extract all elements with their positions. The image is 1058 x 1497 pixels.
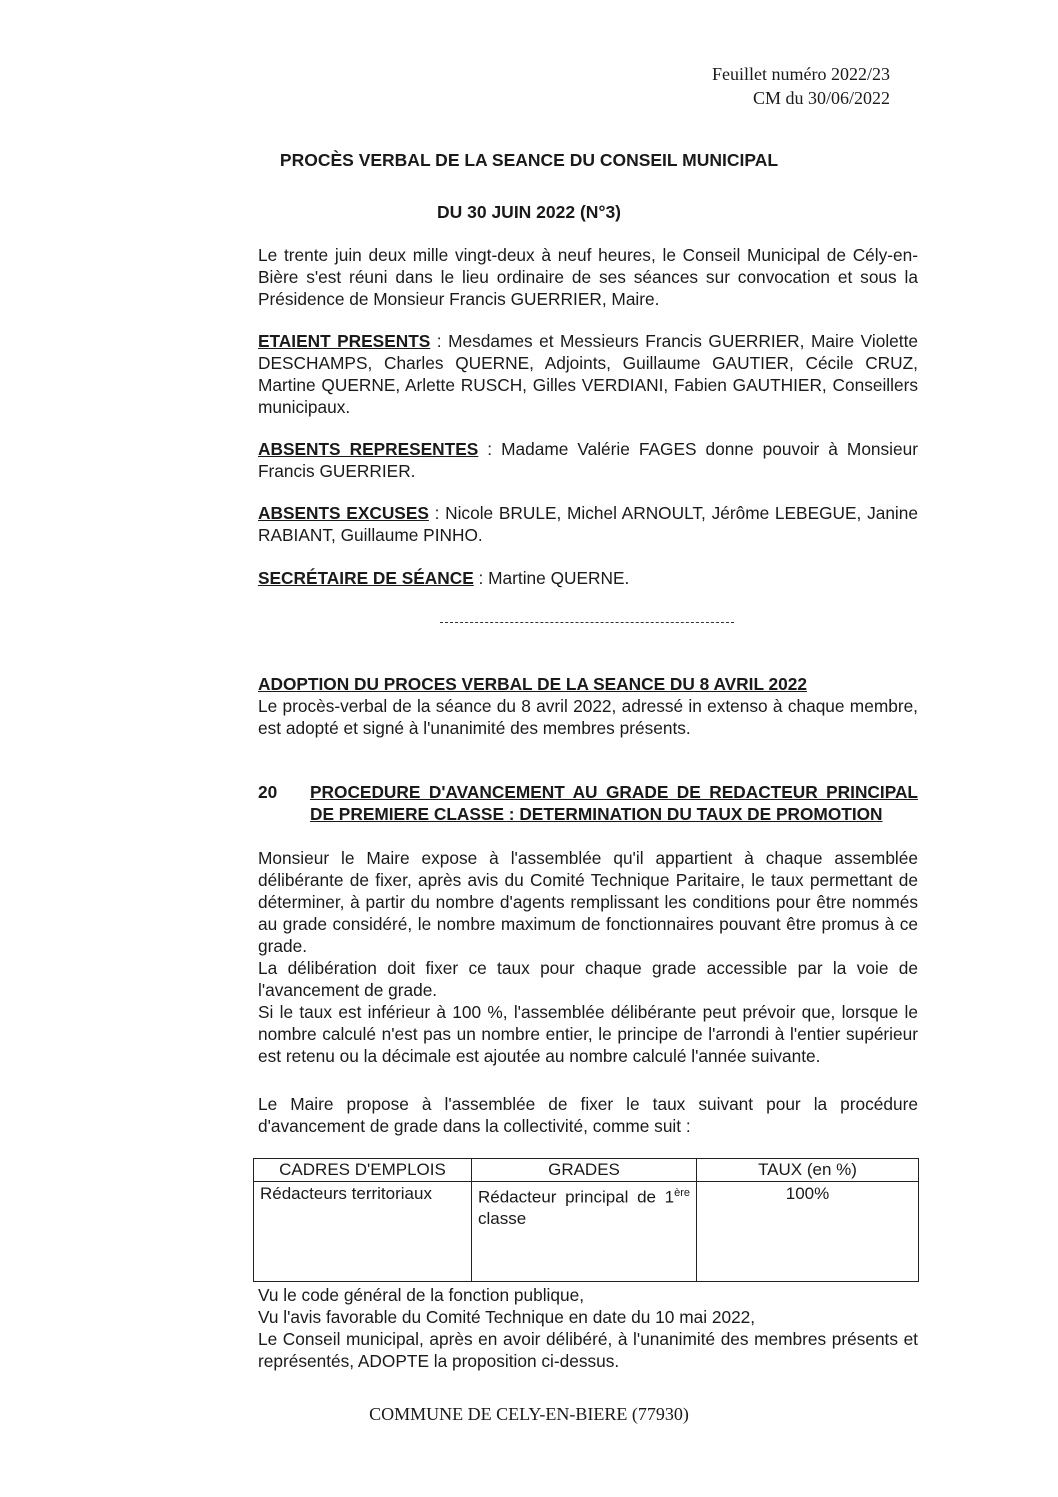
adoption-section [258, 673, 918, 739]
grade-superscript: ère [674, 1187, 690, 1199]
decision-text: Le Conseil municipal, après en avoir délibéré, à l'unanimité des membres présents et représentés, ADOPTE la proposition ci-dessus. [258, 1329, 918, 1371]
absents-excused-text: : Nicole BRULE, Michel ARNOULT, Jérôme LEBEGUE, Janine RABIANT, Guillaume PINHO. [258, 503, 918, 545]
table-header-row [254, 1159, 919, 1182]
grade-text: Rédacteur principal de 1 [478, 1187, 675, 1207]
cell-cadre: Rédacteurs territoriaux [254, 1182, 472, 1282]
intro-paragraph [258, 244, 918, 310]
page-footer: COMMUNE DE CELY-EN-BIERE (77930) [369, 1404, 689, 1424]
absents-excused-paragraph [258, 502, 918, 546]
item20-title-block [258, 781, 918, 825]
col-header-cadres: CADRES D'EMPLOIS [254, 1159, 472, 1182]
item20-paragraph-4: Le Maire propose à l'assemblée de fixer le taux suivant pour la procédure d'avancement de grade dans la collectivité, comme suit : [258, 1094, 918, 1136]
sheet-header [712, 62, 890, 110]
page-subtitle: DU 30 JUIN 2022 (N°3) [436, 202, 621, 222]
item20-paragraph-1: Monsieur le Maire expose à l'assemblée qu'il appartient à chaque assemblée délibérante de fixer, après avis du Comité Technique Paritaire, le taux permettant de déterminer, à partir du nombre d'agents remplissant les conditions pour être nommés au grade considéré, le nombre maximum de fonctionnaires pouvant être promus à ce grade. [258, 848, 918, 956]
item20-body [258, 847, 918, 1067]
visa-1: Vu le code général de la fonction publique, [258, 1285, 585, 1305]
secretary-text: : Martine QUERNE. [473, 568, 630, 588]
intro-text: Le trente juin deux mille vingt-deux à neuf heures, le Conseil Municipal de Cély-en-Bière s'est réuni dans le lieu ordinaire de ses séances sur convocation et sous la Présidence de Monsieur Francis GUERRIER, Maire. [258, 245, 918, 309]
visa-2: Vu l'avis favorable du Comité Technique en date du 10 mai 2022, [258, 1307, 756, 1327]
absents-represented-text: : Madame Valérie FAGES donne pouvoir à Monsieur Francis GUERRIER. [258, 439, 919, 481]
secretary-paragraph [258, 567, 918, 589]
col-header-grades: GRADES [472, 1159, 697, 1182]
presents-text: : Mesdames et Messieurs Francis GUERRIER, Maire Violette DESCHAMPS, Charles QUERNE, Adjoints, Guillaume GAUTIER, Cécile CRUZ, Martine QUERNE, Arlette RUSCH, Gilles VERDIANI, Fabien GAUTHIER, Conseillers municipaux. [258, 331, 918, 417]
absents-represented-paragraph [258, 438, 918, 482]
grade-suffix: classe [478, 1208, 527, 1228]
item20-paragraph-2: La délibération doit fixer ce taux pour chaque grade accessible par la voie de l'avancement de grade. [258, 958, 918, 1000]
adoption-title: ADOPTION DU PROCES VERBAL DE LA SEANCE DU 8 AVRIL 2022 [258, 674, 807, 694]
presents-label: ETAIENT PRESENTS [258, 331, 431, 351]
promotion-rate-table [253, 1158, 919, 1282]
item20-number: 20 [258, 782, 278, 802]
council-date: CM du 30/06/2022 [752, 88, 890, 108]
presents-paragraph [258, 330, 918, 418]
page-title: PROCÈS VERBAL DE LA SEANCE DU CONSEIL MUNICIPAL [279, 150, 779, 170]
absents-represented-label: ABSENTS REPRESENTES [258, 439, 479, 459]
item20-decision [258, 1284, 918, 1372]
adoption-text: Le procès-verbal de la séance du 8 avril 2022, adressé in extenso à chaque membre, est adopté et signé à l'unanimité des membres présents. [258, 696, 918, 738]
secretary-label: SECRÉTAIRE DE SÉANCE [258, 568, 474, 588]
cell-grade [472, 1182, 697, 1282]
item20-proposal [258, 1093, 918, 1137]
separator-line [440, 622, 734, 623]
item20-title: PROCEDURE D'AVANCEMENT AU GRADE DE REDACTEUR PRINCIPAL DE PREMIERE CLASSE : DETERMINATION DU TAUX DE PROMOTION [310, 782, 918, 824]
item20-paragraph-3: Si le taux est inférieur à 100 %, l'assemblée délibérante peut prévoir que, lorsque le nombre calculé n'est pas un nombre entier, le principe de l'arrondi à l'entier supérieur est retenu ou la décimale est ajoutée au nombre calculé l'année suivante. [258, 1002, 918, 1066]
sheet-number: Feuillet numéro 2022/23 [712, 64, 890, 84]
table-row [254, 1182, 919, 1282]
cell-taux: 100% [697, 1182, 919, 1282]
absents-excused-label: ABSENTS EXCUSES [258, 503, 429, 523]
col-header-taux: TAUX (en %) [697, 1159, 919, 1182]
